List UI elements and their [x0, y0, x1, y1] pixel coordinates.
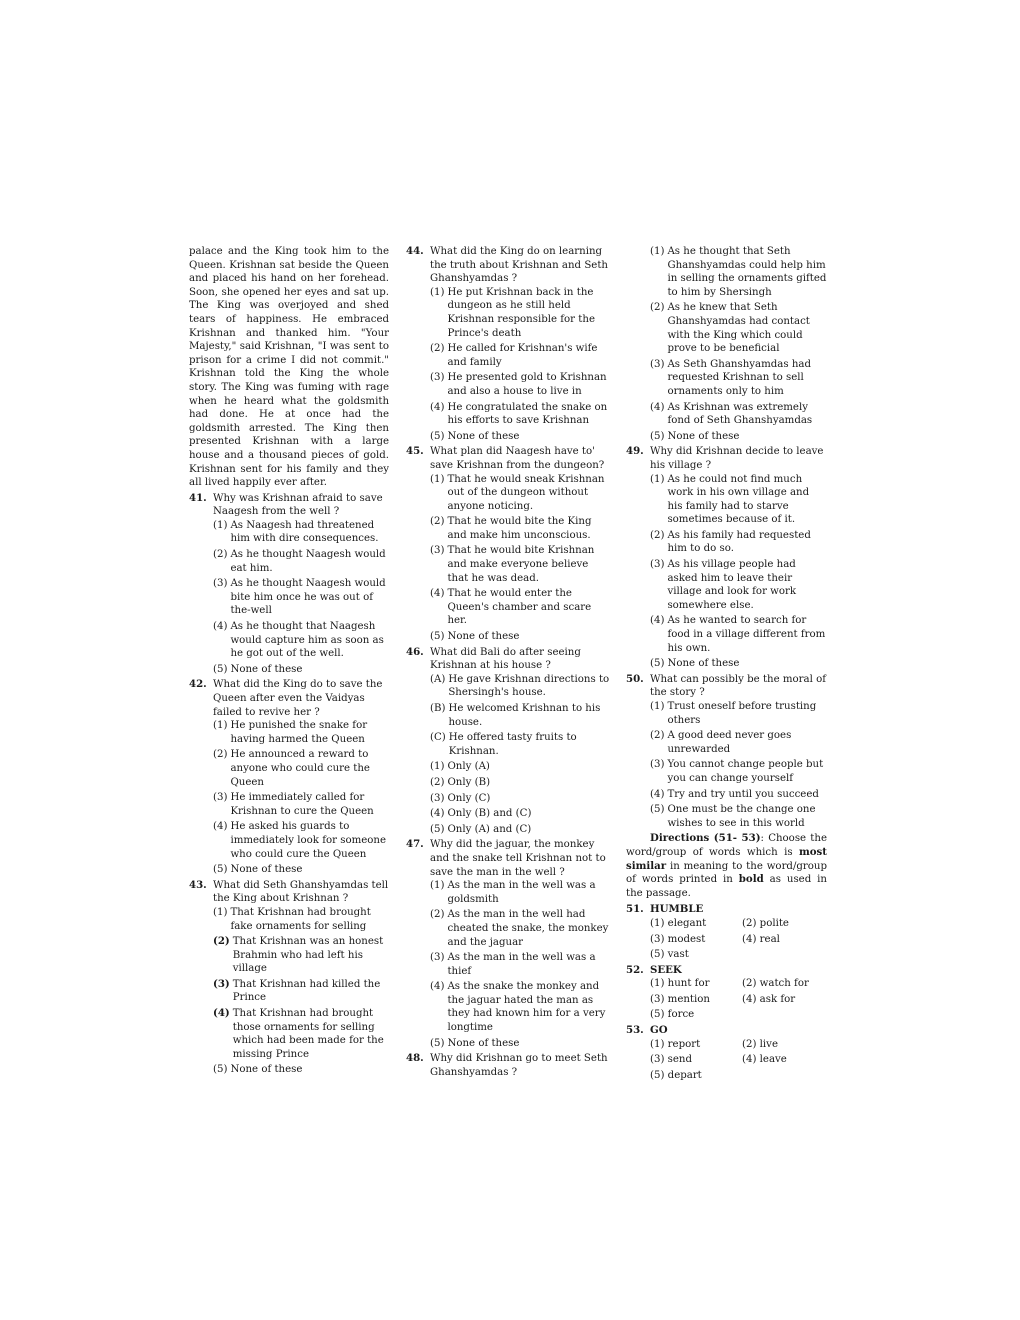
- option: (4) real: [742, 933, 780, 945]
- option: (5) None of these: [213, 663, 303, 675]
- option: (5) None of these: [213, 1064, 303, 1076]
- option: (5) None of these: [650, 430, 740, 442]
- question-number: 49.: [626, 445, 644, 458]
- option: (C) He offered tasty fruits to Krishnan.: [430, 732, 577, 757]
- question-52: [626, 964, 827, 1022]
- option: (4) As he thought that Naagesh would capture him as soon as he got out of the well.: [213, 621, 384, 660]
- question-46: [406, 646, 610, 837]
- question-text: Why did Krishnan go to meet Seth Ghanshyamdas ?: [430, 1053, 608, 1078]
- question-53: [626, 1024, 827, 1082]
- option: (1) That he would sneak Krishnan out of the dungeon without anyone noticing.: [430, 473, 605, 512]
- option: (B) He welcomed Krishnan to his house.: [430, 703, 601, 728]
- question-number: 46.: [406, 645, 424, 658]
- option: (4) He congratulated the snake on his efforts to save Krishnan: [430, 401, 608, 427]
- option: (1) As Naagesh had threatened him with dire consequences.: [213, 519, 379, 545]
- question-text: Why did the jaguar, the monkey and the snake tell Krishnan not to save the man in the well ?: [430, 839, 606, 878]
- option: (5) Only (A) and (C): [430, 823, 532, 835]
- question-41: [189, 492, 389, 677]
- option: (4) Try and try until you succeed: [650, 788, 819, 800]
- question-text: What plan did Naagesh have to' save Krishnan from the dungeon?: [430, 446, 605, 471]
- option: (5) force: [650, 1009, 695, 1021]
- question-43: [189, 879, 389, 1077]
- option: (5) depart: [650, 1069, 702, 1081]
- option: (3) send: [650, 1054, 693, 1066]
- option: (3) As the man in the well was a thief: [430, 952, 596, 977]
- vocab-options: [650, 1038, 827, 1083]
- question-number: 47.: [406, 838, 424, 851]
- option: (2) live: [742, 1038, 778, 1050]
- question-text: What did the King do on learning the truth about Krishnan and Seth Ghanshyamdas ?: [430, 246, 608, 285]
- question-text: What did Bali do after seeing Krishnan at his house ?: [430, 646, 581, 672]
- question-48-options: [626, 245, 827, 443]
- question-number: 43.: [189, 878, 207, 891]
- option: (1) He punished the snake for having harmed the Queen: [213, 720, 368, 745]
- option: (1) As he could not find much work in his own village and his family had to starve sometimes because of it.: [650, 473, 810, 526]
- option: (4) That he would enter the Queen's chamber and scare her.: [430, 588, 592, 627]
- option: (2) As the man in the well had cheated the snake, the monkey and the jaguar: [430, 909, 609, 948]
- question-number: 51.: [626, 903, 644, 916]
- option: (2) polite: [742, 917, 789, 929]
- option: (4) He asked his guards to immediately look for someone who could cure the Queen: [213, 821, 386, 860]
- option: (3) Only (C): [430, 792, 491, 804]
- vocab-word: GO: [650, 1024, 668, 1037]
- question-text: What did the King do to save the Queen after even the Vaidyas failed to revive her ?: [213, 679, 383, 718]
- option: (3) He immediately called for Krishnan to cure the Queen: [213, 792, 374, 817]
- option: (2) As he thought Naagesh would eat him.: [213, 549, 386, 574]
- directions-label: Directions (51- 53): [650, 832, 761, 845]
- option: (2) That Krishnan was an honest Brahmin who had left his village: [213, 935, 384, 975]
- option: (2) As his family had requested him to do so.: [650, 529, 811, 555]
- option: (4) Only (B) and (C): [430, 808, 532, 820]
- question-number: 53.: [626, 1024, 644, 1037]
- option: (2) watch for: [742, 978, 809, 990]
- option: (4) As he wanted to search for food in a village different from his own.: [650, 615, 826, 654]
- question-text: Why was Krishnan afraid to save Naagesh from the well ?: [213, 492, 383, 518]
- question-number: 48.: [406, 1052, 424, 1065]
- question-45: [406, 445, 610, 643]
- option: (1) He put Krishnan back in the dungeon as he still held Krishnan responsible for the Prince's death: [430, 286, 595, 339]
- option: (4) As the snake the monkey and the jaguar hated the man as they had known him for a very longtime: [430, 981, 606, 1034]
- option: (3) As Seth Ghanshyamdas had requested Krishnan to sell ornaments only to him: [650, 358, 811, 397]
- option: (3) As his village people had asked him to leave their village and look for work somewhere else.: [650, 559, 797, 611]
- question-49: [626, 445, 827, 671]
- option: (5) None of these: [430, 631, 520, 643]
- option: (1) Only (A): [430, 761, 490, 773]
- question-48: [406, 1052, 610, 1079]
- option: (3) You cannot change people but you can change yourself: [650, 759, 824, 784]
- option: (3) That he would bite Krishnan and make everyone believe that he was dead.: [430, 545, 595, 584]
- question-44: [406, 245, 610, 443]
- option: (2) That he would bite the King and make him unconscious.: [430, 516, 592, 541]
- vocab-options: [650, 917, 827, 962]
- column-1: [189, 245, 389, 1079]
- option: (1) report: [650, 1038, 701, 1050]
- question-50: [626, 673, 827, 831]
- option: (5) None of these: [430, 430, 520, 442]
- column-2: [406, 245, 610, 1079]
- option: (3) As he thought Naagesh would bite him once he was out of the-well: [213, 578, 386, 617]
- option: (2) He called for Krishnan's wife and family: [430, 343, 598, 368]
- question-number: 42.: [189, 678, 207, 691]
- vocab-options: [650, 977, 827, 1022]
- option: (4) That Krishnan had brought those ornaments for selling which had been made for the missing Prince: [213, 1007, 384, 1060]
- question-number: 45.: [406, 445, 424, 458]
- question-text: Why did Krishnan decide to leave his village ?: [650, 446, 824, 471]
- option: (1) As the man in the well was a goldsmith: [430, 880, 596, 905]
- option: (3) mention: [650, 993, 710, 1005]
- option: (5) vast: [650, 949, 689, 961]
- vocab-word: HUMBLE: [650, 903, 704, 916]
- story-paragraph: palace and the King took him to the Queen. Krishnan sat beside the Queen and placed his hand on her forehead. Soon, she opened her eyes and sat up. The King was overjoyed and shed tears of happiness. He embraced Krishnan and thanked him. "Your Majesty," said Krishnan, "I was sent to prison for a crime I did not commit." Krishnan told the King the whole story. The King was fuming with rage when he heard what the goldsmith had done. He at once had the goldsmith arrested. The King then presented Krishnan with a large house and a thousand pieces of gold. Krishnan sent for his family and they all lived happily ever after.: [189, 246, 389, 489]
- option: (3) That Krishnan had killed the Prince: [213, 977, 381, 1004]
- option: (1) hunt for: [650, 978, 710, 990]
- option: (2) A good deed never goes unrewarded: [650, 730, 792, 755]
- option: (2) He announced a reward to anyone who could cure the Queen: [213, 749, 370, 788]
- option: (3) modest: [650, 933, 706, 945]
- option: (3) He presented gold to Krishnan and also a house to live in: [430, 372, 607, 397]
- option: (2) Only (B): [430, 776, 491, 788]
- question-42: [189, 678, 389, 876]
- option: (1) Trust oneself before trusting others: [650, 701, 817, 726]
- option: (1) elegant: [650, 917, 707, 929]
- option: (1) As he thought that Seth Ghanshyamdas could help him in selling the ornaments gifted to him by Shersingh: [650, 246, 827, 298]
- directions-paragraph: Directions (51- 53): Choose the word/group of words which is most similar in meaning to the word/group of words printed in bold as used in the passage.: [626, 832, 827, 899]
- option: (1) That Krishnan had brought fake ornaments for selling: [213, 906, 371, 932]
- option: (5) One must be the change one wishes to see in this world: [650, 804, 816, 829]
- question-47: [406, 838, 610, 1050]
- question-text: What did Seth Ghanshyamdas tell the King about Krishnan ?: [213, 879, 389, 905]
- option: (5) None of these: [650, 658, 740, 670]
- option: (5) None of these: [430, 1037, 520, 1049]
- question-number: 52.: [626, 963, 644, 976]
- question-text: What can possibly be the moral of the story ?: [650, 673, 827, 699]
- question-number: 50.: [626, 672, 644, 685]
- option: (4) ask for: [742, 993, 796, 1005]
- question-number: 41.: [189, 491, 207, 504]
- option: (4) leave: [742, 1054, 787, 1066]
- column-3: [626, 245, 827, 1084]
- vocab-word: SEEK: [650, 963, 682, 976]
- option: (2) As he knew that Seth Ghanshyamdas had contact with the King which could prove to be beneficial: [650, 302, 810, 355]
- question-number: 44.: [406, 245, 424, 257]
- question-51: [626, 903, 827, 961]
- option: (5) None of these: [213, 864, 303, 876]
- option: (4) As Krishnan was extremely fond of Seth Ghanshyamdas: [650, 401, 813, 427]
- option: (A) He gave Krishnan directions to Shersingh's house.: [430, 673, 610, 699]
